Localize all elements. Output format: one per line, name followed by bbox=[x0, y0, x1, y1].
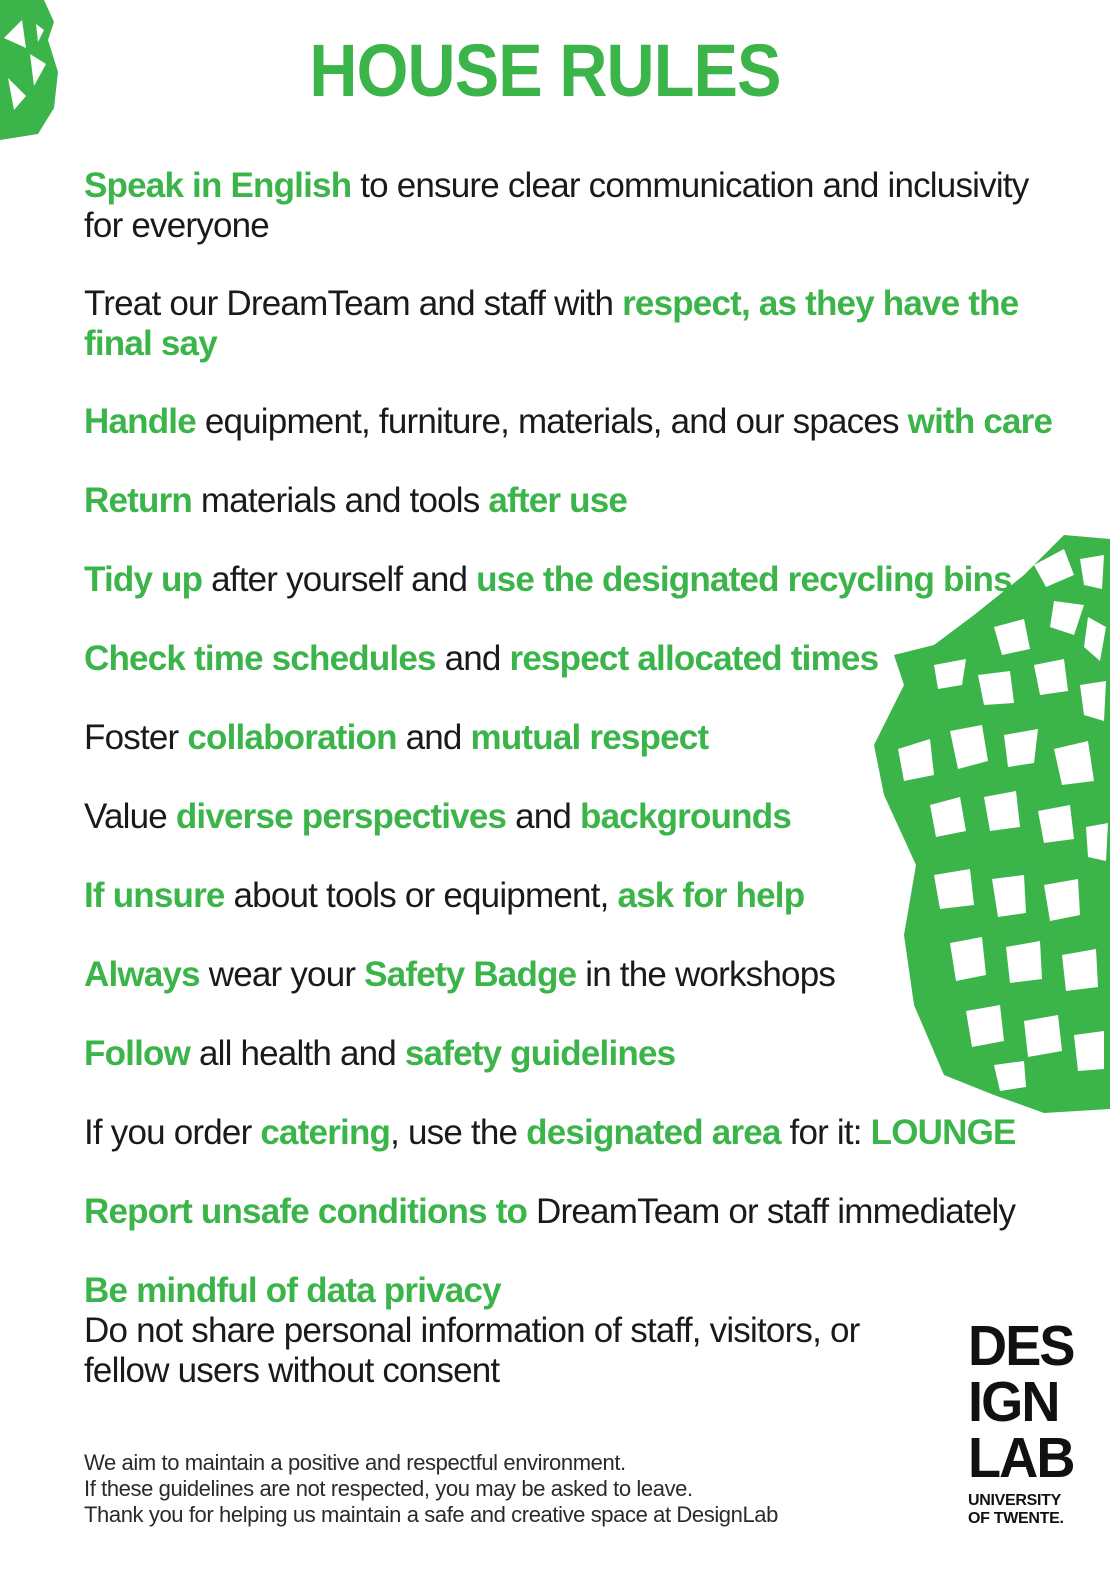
rule-item bbox=[84, 876, 1044, 916]
rule-line bbox=[84, 1034, 1044, 1074]
rule-highlight-text: Follow bbox=[84, 1034, 191, 1073]
rule-text: Value bbox=[84, 797, 176, 836]
logo-subtitle: OF TWENTE. bbox=[968, 1510, 1064, 1527]
rule-line bbox=[84, 639, 1044, 679]
rule-highlight-text: respect allocated times bbox=[509, 639, 879, 678]
rule-highlight-text: safety guidelines bbox=[404, 1034, 676, 1073]
rule-line bbox=[84, 402, 1053, 442]
rule-text: about tools or equipment, bbox=[224, 876, 618, 915]
rule-highlight-text: respect, as they have the bbox=[622, 284, 1019, 323]
rule-item bbox=[84, 955, 1044, 995]
logo-line: DES bbox=[968, 1314, 1074, 1378]
rule-item bbox=[84, 402, 1053, 442]
rule-line bbox=[84, 324, 1044, 364]
designlab-logo bbox=[968, 1314, 1078, 1528]
rule-highlight-text: diverse perspectives bbox=[175, 797, 507, 836]
rule-highlight-text: Be mindful of data privacy bbox=[84, 1271, 501, 1310]
rule-item bbox=[84, 284, 1044, 364]
rule-line bbox=[84, 876, 1044, 916]
footer-line: Thank you for helping us maintain a safe and creative space at DesignLab bbox=[84, 1502, 778, 1527]
rule-item bbox=[84, 1192, 1044, 1232]
rule-item bbox=[84, 1113, 1044, 1153]
rule-text: fellow users without consent bbox=[84, 1351, 500, 1390]
footer-line: We aim to maintain a positive and respectful environment. bbox=[84, 1450, 626, 1475]
rule-text: and bbox=[396, 718, 471, 757]
rule-text: to ensure clear communication and inclusivity bbox=[351, 166, 1029, 205]
rule-highlight-text: backgrounds bbox=[580, 797, 791, 836]
rule-highlight-text: with care bbox=[907, 402, 1053, 441]
rule-text: equipment, furniture, materials, and our spaces bbox=[195, 402, 908, 441]
rule-item bbox=[84, 718, 1044, 758]
rule-highlight-text: collaboration bbox=[187, 718, 397, 757]
page-title: HOUSE RULES bbox=[309, 29, 781, 112]
logo-subtitle: UNIVERSITY bbox=[968, 1492, 1062, 1509]
rule-line bbox=[84, 560, 1044, 600]
rule-item bbox=[84, 797, 1044, 837]
rule-line bbox=[84, 797, 1044, 837]
rule-highlight-text: Report unsafe conditions to bbox=[84, 1192, 528, 1231]
rule-highlight-text: designated area bbox=[526, 1113, 781, 1152]
rule-text: DreamTeam or staff immediately bbox=[527, 1192, 1016, 1231]
rule-item bbox=[84, 1034, 1044, 1074]
corner-decoration-graphic bbox=[0, 0, 62, 140]
rule-text: If you order bbox=[84, 1113, 261, 1152]
rule-item bbox=[84, 639, 1044, 679]
rule-line bbox=[84, 481, 1044, 521]
rule-line bbox=[84, 1113, 1044, 1153]
footer-line: If these guidelines are not respected, you may be asked to leave. bbox=[84, 1476, 693, 1501]
rule-text: after yourself and bbox=[202, 560, 477, 599]
logo-line: IGN bbox=[968, 1370, 1059, 1434]
rule-highlight-text: Always bbox=[84, 955, 200, 994]
rule-text: wear your bbox=[199, 955, 365, 994]
rule-highlight-text: Safety Badge bbox=[364, 955, 577, 994]
rule-line bbox=[84, 718, 1044, 758]
rule-highlight-text: ask for help bbox=[617, 876, 805, 915]
rule-highlight-text: If unsure bbox=[84, 876, 225, 915]
rules-list bbox=[84, 166, 1053, 1391]
rule-item bbox=[84, 481, 1044, 521]
rule-text: Treat our DreamTeam and staff with bbox=[84, 284, 623, 323]
rule-text: and bbox=[435, 639, 510, 678]
rule-text: all health and bbox=[190, 1034, 405, 1073]
rule-text: , use the bbox=[390, 1113, 527, 1152]
rule-highlight-text: after use bbox=[488, 481, 628, 520]
rule-text: materials and tools bbox=[191, 481, 489, 520]
footer-note bbox=[84, 1450, 778, 1528]
rule-text: and bbox=[506, 797, 581, 836]
rule-line bbox=[84, 1311, 1044, 1351]
rule-text: for it: bbox=[780, 1113, 871, 1152]
logo-line: LAB bbox=[968, 1426, 1074, 1490]
rule-item bbox=[84, 560, 1044, 600]
rule-highlight-text: use the designated recycling bins bbox=[476, 560, 1012, 599]
rule-line bbox=[84, 166, 1044, 206]
rule-line bbox=[84, 284, 1044, 324]
rule-highlight-text: catering bbox=[260, 1113, 391, 1152]
rule-line bbox=[84, 206, 1044, 246]
rule-highlight-text: final say bbox=[84, 324, 217, 363]
rule-item bbox=[84, 166, 1044, 246]
rule-text: for everyone bbox=[84, 206, 269, 245]
rule-line bbox=[84, 1351, 1044, 1391]
rule-line bbox=[84, 955, 1044, 995]
rule-text: Do not share personal information of staff, visitors, or bbox=[84, 1311, 860, 1350]
rule-line bbox=[84, 1192, 1044, 1232]
rule-highlight-text: Handle bbox=[84, 402, 196, 441]
rule-item bbox=[84, 1271, 1044, 1391]
rule-highlight-text: Tidy up bbox=[84, 560, 203, 599]
rule-highlight-text: LOUNGE bbox=[870, 1113, 1016, 1152]
rule-highlight-text: Speak in English bbox=[84, 166, 352, 205]
rule-line bbox=[84, 1271, 1044, 1311]
rule-text: Foster bbox=[84, 718, 188, 757]
rule-text: in the workshops bbox=[576, 955, 836, 994]
rule-highlight-text: Check time schedules bbox=[84, 639, 436, 678]
rule-highlight-text: mutual respect bbox=[470, 718, 709, 757]
rule-highlight-text: Return bbox=[84, 481, 192, 520]
